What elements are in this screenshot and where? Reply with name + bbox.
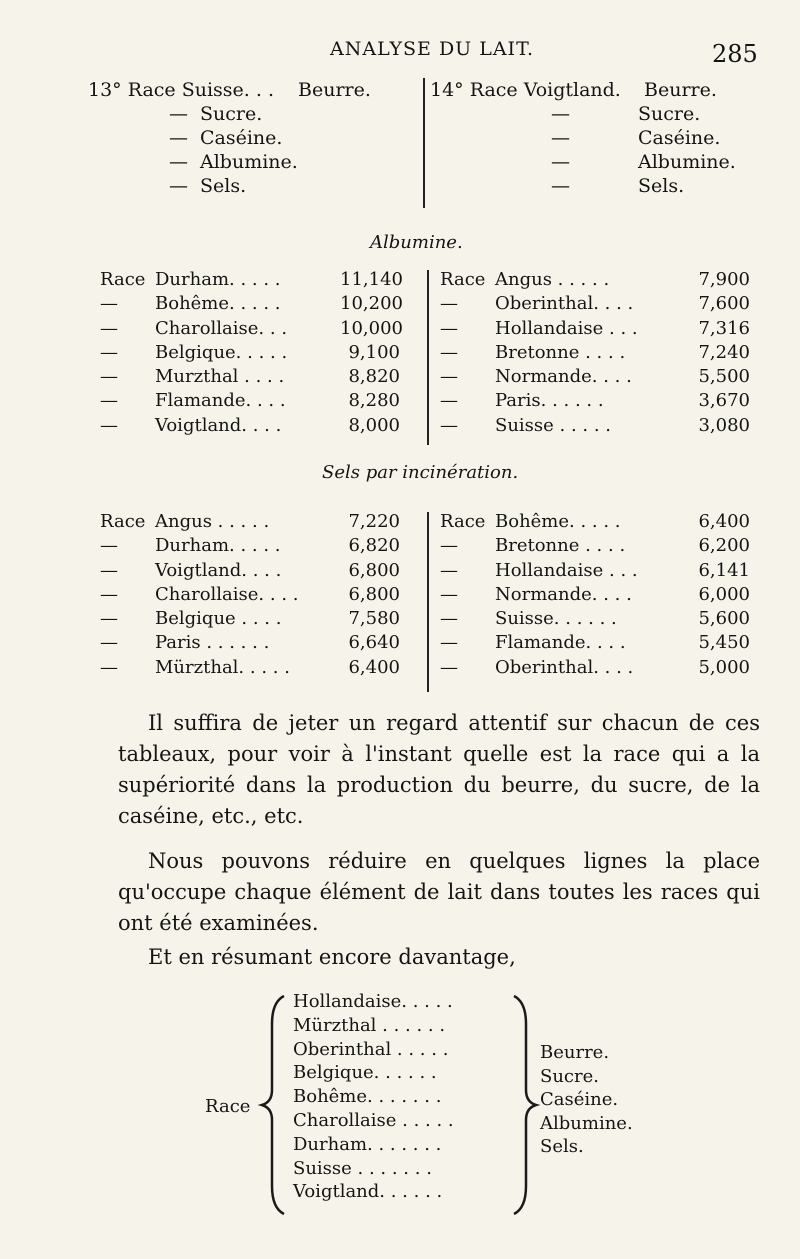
row-prefix: — <box>100 559 118 581</box>
top-right-row <box>430 78 736 102</box>
value: 8,280 <box>348 390 400 412</box>
row-prefix: Race <box>100 511 146 532</box>
race-heading: 14° Race Voigtland. <box>430 79 621 101</box>
value: 7,240 <box>698 341 750 363</box>
table-row <box>100 268 403 292</box>
value: 5,000 <box>698 656 750 678</box>
breed-name: Angus . . . . . <box>155 511 270 532</box>
row-prefix: — <box>100 341 118 363</box>
table-row <box>440 559 750 583</box>
value: 6,200 <box>698 535 750 557</box>
breed-name: Bohême. . . . . <box>155 293 281 315</box>
value: 7,600 <box>698 293 750 315</box>
element-label: Beurre. <box>298 79 371 101</box>
left-brace-icon <box>258 994 290 1216</box>
element-label: Albumine. <box>200 151 298 173</box>
dash: — <box>169 103 188 125</box>
list-item: Caséine. <box>540 1089 619 1110</box>
section-title-sels: Sels par incinération. <box>322 462 519 483</box>
list-item: Sucre. <box>540 1065 599 1087</box>
value: 6,800 <box>348 583 400 605</box>
table-row <box>100 534 400 558</box>
value: 8,820 <box>348 366 400 388</box>
breed-name: Durham. . . . . <box>155 535 281 557</box>
table-row <box>100 414 400 438</box>
element-label: Albumine. <box>638 151 736 173</box>
element-label: Beurre. <box>644 79 717 101</box>
breed-name: Charollaise. . . . <box>155 583 299 605</box>
breed-name: Belgique . . . . <box>155 608 282 630</box>
breed-name: Oberinthal. . . . <box>495 656 634 678</box>
summary-race-label: Race <box>205 1096 251 1117</box>
row-prefix: — <box>440 341 458 363</box>
value: 6,400 <box>348 656 400 678</box>
value: 6,000 <box>698 583 750 605</box>
table-row <box>440 583 750 607</box>
value: 5,450 <box>698 632 750 654</box>
paragraph-1: Il suffira de jeter un regard attentif sur chacun de ces tableaux, pour voir à l'instant quelle est la race qui a la supériorité dans la production du beurre, du sucre, de la caséine, etc., etc. <box>118 711 760 828</box>
table-row <box>100 292 403 316</box>
section-title-albumine: Albumine. <box>370 232 463 253</box>
row-prefix: — <box>440 366 458 388</box>
list-item: Oberinthal . . . . . <box>293 1038 449 1060</box>
value: 7,316 <box>698 317 750 339</box>
row-prefix: — <box>440 608 458 630</box>
list-item: Durham. . . . . . . <box>293 1133 442 1155</box>
element-label: Caséine. <box>200 127 283 149</box>
breed-name: Angus . . . . . <box>495 269 610 290</box>
row-prefix: — <box>100 366 118 388</box>
top-left-row <box>88 150 371 174</box>
breed-name: Voigtland. . . . <box>155 414 282 436</box>
summary-element-list <box>540 1041 633 1159</box>
table-row <box>440 656 750 680</box>
breed-name: Mürzthal. . . . . <box>155 656 290 678</box>
row-prefix: — <box>440 293 458 315</box>
element-label: Sucre. <box>638 103 701 125</box>
top-left-row <box>88 126 371 150</box>
row-prefix: — <box>440 535 458 557</box>
breed-name: Bohême. . . . . <box>495 511 621 532</box>
table-row <box>100 631 400 655</box>
value: 10,000 <box>340 317 403 339</box>
value: 6,800 <box>348 559 400 581</box>
top-right-row <box>430 102 736 126</box>
row-prefix: — <box>100 583 118 605</box>
row-prefix: — <box>440 583 458 605</box>
column-rule <box>427 512 429 692</box>
breed-name: Suisse. . . . . . <box>495 608 617 630</box>
row-prefix: — <box>440 390 458 412</box>
column-rule <box>423 78 425 208</box>
row-prefix: — <box>440 559 458 581</box>
value: 5,500 <box>698 366 750 388</box>
list-item: Voigtland. . . . . . <box>293 1181 443 1203</box>
table-row <box>440 365 750 389</box>
row-prefix: — <box>100 390 118 412</box>
dash: — <box>551 151 570 173</box>
element-label: Sels. <box>638 175 685 197</box>
top-block-right <box>430 78 736 198</box>
race-heading: 13° Race Suisse. . . <box>88 79 274 101</box>
paragraph-3: Et en résumant encore davantage, <box>148 945 516 969</box>
dash: — <box>169 175 188 197</box>
breed-name: Suisse . . . . . <box>495 414 612 436</box>
table-row <box>100 365 400 389</box>
element-label: Sels. <box>200 175 247 197</box>
table-row <box>100 389 400 413</box>
value: 7,900 <box>698 269 750 290</box>
albumine-table-left <box>100 268 403 438</box>
running-head: ANALYSE DU LAIT. <box>330 38 534 60</box>
row-prefix: — <box>100 293 118 315</box>
list-item: Beurre. <box>540 1042 610 1063</box>
list-item: Albumine. <box>540 1112 633 1134</box>
element-label: Sucre. <box>200 103 263 125</box>
table-row <box>100 510 400 534</box>
element-label: Caséine. <box>638 127 721 149</box>
breed-name: Paris . . . . . . <box>155 632 270 654</box>
table-row <box>100 607 400 631</box>
top-right-row <box>430 174 736 198</box>
top-right-row <box>430 150 736 174</box>
value: 6,400 <box>698 511 750 532</box>
list-item: Bohême. . . . . . . <box>293 1086 442 1108</box>
table-row <box>100 317 403 341</box>
table-row <box>440 534 750 558</box>
table-row <box>440 631 750 655</box>
value: 3,080 <box>698 414 750 436</box>
list-item: Belgique. . . . . . <box>293 1062 437 1084</box>
value: 6,640 <box>348 632 400 654</box>
breed-name: Normande. . . . <box>495 366 632 388</box>
breed-name: Paris. . . . . . <box>495 390 604 412</box>
top-right-row <box>430 126 736 150</box>
row-prefix: — <box>440 414 458 436</box>
value: 6,141 <box>698 559 750 581</box>
top-left-row <box>88 78 371 102</box>
breed-name: Hollandaise . . . <box>495 559 638 581</box>
table-row <box>440 268 750 292</box>
breed-name: Bretonne . . . . <box>495 535 626 557</box>
row-prefix: — <box>100 632 118 654</box>
list-item: Suisse . . . . . . . <box>293 1157 432 1179</box>
table-row <box>440 389 750 413</box>
row-prefix: Race <box>100 269 146 290</box>
page-number: 285 <box>712 40 758 68</box>
value: 9,100 <box>348 341 400 363</box>
value: 11,140 <box>340 269 403 290</box>
breed-name: Flamande. . . . <box>155 390 286 412</box>
row-prefix: — <box>100 656 118 678</box>
row-prefix: — <box>440 632 458 654</box>
row-prefix: — <box>100 317 118 339</box>
table-row <box>440 414 750 438</box>
breed-name: Bretonne . . . . <box>495 341 626 363</box>
dash: — <box>169 151 188 173</box>
dash: — <box>551 103 570 125</box>
value: 7,580 <box>348 608 400 630</box>
breed-name: Voigtland. . . . <box>155 559 282 581</box>
paragraph-2: Nous pouvons réduire en quelques lignes la place qu'occupe chaque élément de lait dans toutes les races qui ont été examinées. <box>118 849 760 935</box>
table-row <box>440 341 750 365</box>
breed-name: Durham. . . . . <box>155 269 281 290</box>
value: 7,220 <box>348 511 400 532</box>
albumine-table-right <box>440 268 750 438</box>
breed-name: Belgique. . . . . <box>155 341 288 363</box>
table-row <box>100 583 400 607</box>
breed-name: Charollaise. . . <box>155 317 288 339</box>
row-prefix: — <box>440 656 458 678</box>
dash: — <box>551 175 570 197</box>
row-prefix: — <box>440 317 458 339</box>
list-item: Mürzthal . . . . . . <box>293 1014 446 1036</box>
sels-table-left <box>100 510 400 680</box>
value: 3,670 <box>698 390 750 412</box>
table-row <box>440 317 750 341</box>
breed-name: Oberinthal. . . . <box>495 293 634 315</box>
sels-table-right <box>440 510 750 680</box>
table-row <box>100 341 400 365</box>
row-prefix: — <box>100 535 118 557</box>
row-prefix: — <box>100 414 118 436</box>
list-item: Charollaise . . . . . <box>293 1109 454 1131</box>
table-row <box>440 607 750 631</box>
breed-name: Normande. . . . <box>495 583 632 605</box>
list-item: Sels. <box>540 1136 584 1157</box>
value: 5,600 <box>698 608 750 630</box>
value: 6,820 <box>348 535 400 557</box>
dash: — <box>551 127 570 149</box>
table-row <box>100 559 400 583</box>
breed-name: Murzthal . . . . <box>155 366 285 388</box>
column-rule <box>427 270 429 445</box>
table-row <box>440 510 750 534</box>
breed-name: Hollandaise . . . <box>495 317 638 339</box>
top-left-row <box>88 102 371 126</box>
dash: — <box>169 127 188 149</box>
breed-name: Flamande. . . . <box>495 632 626 654</box>
value: 10,200 <box>340 293 403 315</box>
row-prefix: — <box>100 608 118 630</box>
table-row <box>100 656 400 680</box>
right-brace-icon <box>508 994 540 1216</box>
table-row <box>440 292 750 316</box>
row-prefix: Race <box>440 269 486 290</box>
summary-race-list <box>293 990 454 1204</box>
top-block-left <box>88 78 371 198</box>
top-left-row <box>88 174 371 198</box>
value: 8,000 <box>348 414 400 436</box>
row-prefix: Race <box>440 511 486 532</box>
list-item: Hollandaise. . . . . <box>293 991 453 1012</box>
